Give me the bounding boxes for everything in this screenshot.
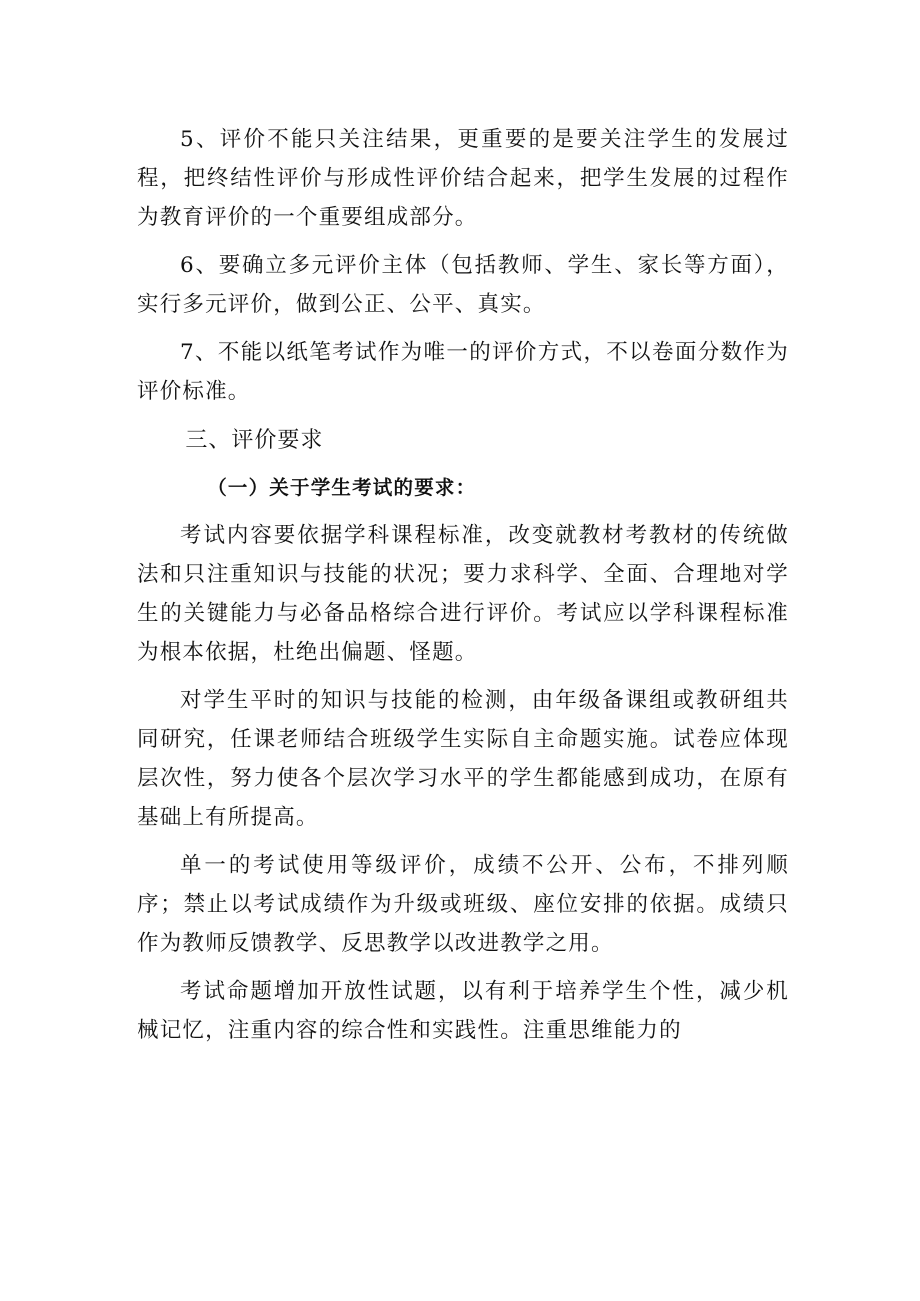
subsection-heading: （一）关于学生考试的要求：	[207, 476, 477, 499]
body-paragraph-1: 考试内容要依据学科课程标准，改变就教材考教材的传统做法和只注重知识与技能的状况；要力求科学、全面、合理地对学生的关键能力与必备品格综合进行评价。考试应以学科课程标准为根本依据，杜绝出偏题、怪题。	[137, 523, 789, 665]
body-paragraph-2: 对学生平时的知识与技能的检测，由年级备课组或教研组共同研究，任课老师结合班级学生实际自主命题实施。试卷应体现层次性，努力使各个层次学习水平的学生都能感到成功，在原有基础上有所提高。	[137, 688, 789, 830]
section-heading: 三、评价要求	[185, 428, 324, 453]
body-paragraph-4: 考试命题增加开放性试题，以有利于培养学生个性，减少机械记忆，注重内容的综合性和实践性。注重思维能力的	[137, 979, 789, 1043]
document-body	[137, 120, 789, 1050]
list-item-7: 7、不能以纸笔考试作为唯一的评价方式，不以卷面分数作为评价标准。	[137, 340, 789, 404]
list-item-5: 5、评价不能只关注结果，更重要的是要关注学生的发展过程，把终结性评价与形成性评价结合起来，把学生发展的过程作为教育评价的一个重要组成部分。	[137, 127, 789, 230]
list-item-6: 6、要确立多元评价主体（包括教师、学生、家长等方面），实行多元评价，做到公正、公平、真实。	[137, 253, 789, 317]
body-paragraph-3: 单一的考试使用等级评价，成绩不公开、公布，不排列顺序；禁止以考试成绩作为升级或班级、座位安排的依据。成绩只作为教师反馈教学、反思教学以改进教学之用。	[137, 853, 789, 956]
